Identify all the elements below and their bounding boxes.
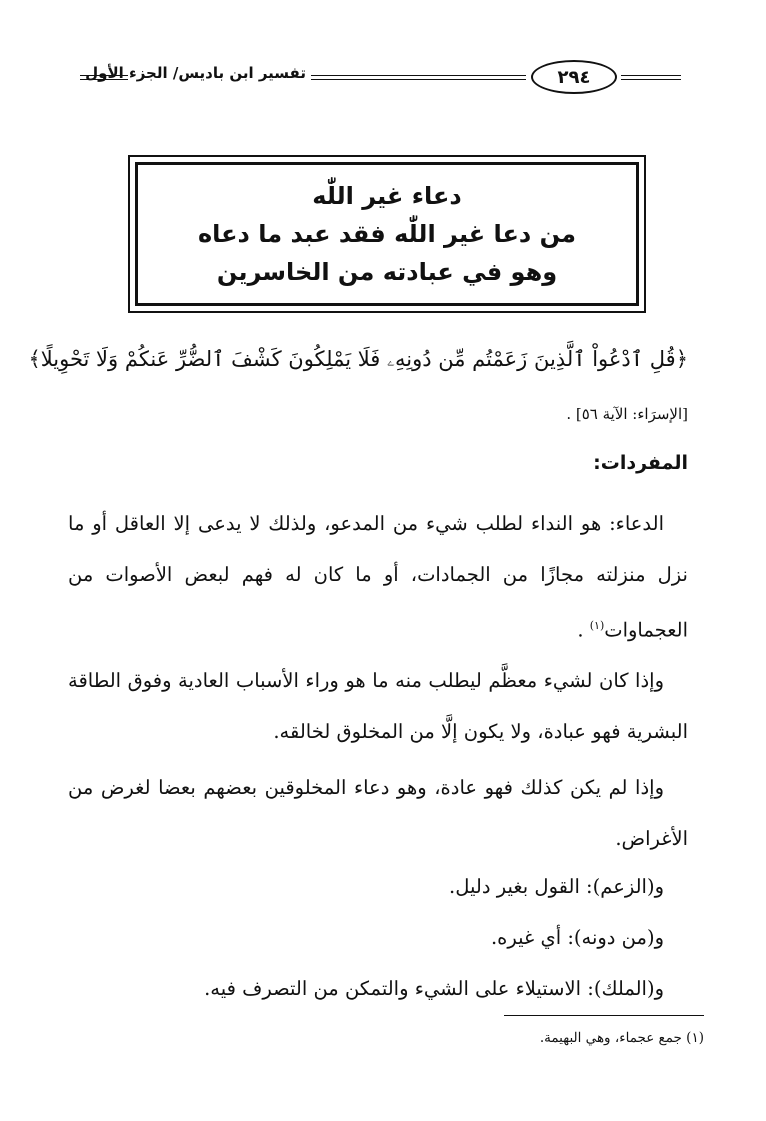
paragraph-text: الدعاء: هو النداء لطلب شيء من المدعو، ولذلك لا يدعى إلا العاقل أو ما نزل منزلته مجازًا من الجمادات، أو ما كان له فهم لبعض الأصوات من العجماوات bbox=[68, 512, 688, 642]
footnote-ref: (١) bbox=[589, 619, 605, 632]
footnote: (١) جمع عجماء، وهي البهيمة. bbox=[539, 1030, 704, 1046]
paragraph-text: وإذا كان لشيء معظَّم ليطلب منه ما هو وراء الأسباب العادية وفوق الطاقة البشرية فهو عبادة، ولا يكون إلَّا من المخلوق لخالقه. bbox=[68, 669, 688, 743]
quran-verse: ﴿قُلِ ٱدْعُواْ ٱلَّذِينَ زَعَمْتُم مِّن دُونِهِۦ فَلَا يَمْلِكُونَ كَشْفَ ٱلضُّرِّ عَنكُمْ وَلَا تَحْوِيلًا﴾ bbox=[28, 347, 688, 371]
chapter-title-inner-frame bbox=[135, 162, 639, 306]
chapter-subtitle-1: من دعا غير اللّٰه فقد عبد ما دعاه bbox=[197, 220, 577, 248]
paragraph-custom bbox=[68, 762, 688, 864]
definition-item bbox=[68, 861, 688, 912]
page-header bbox=[80, 58, 681, 94]
header-rule-right bbox=[621, 75, 681, 80]
page-number: ٢٩٤ bbox=[531, 60, 617, 94]
chapter-subtitle-2: وهو في عبادته من الخاسرين bbox=[216, 258, 558, 286]
definition-text: و(من دونه): أي غيره. bbox=[490, 926, 664, 949]
header-rule-middle bbox=[311, 75, 526, 80]
definitions-list bbox=[68, 861, 688, 1014]
paragraph-end: . bbox=[577, 618, 584, 642]
definition-item bbox=[68, 912, 688, 963]
definition-text: و(الزعم): القول بغير دليل. bbox=[449, 875, 664, 898]
paragraph-definition bbox=[68, 498, 688, 656]
paragraph-text: وإذا لم يكن كذلك فهو عادة، وهو دعاء المخلوقين بعضهم بعضا لغرض من الأغراض. bbox=[68, 776, 688, 850]
verse-citation: [الإسرَاء: الآية ٥٦] . bbox=[566, 405, 688, 423]
running-title: تفسير ابن باديس/ الجزء الأول bbox=[85, 64, 306, 82]
definition-item bbox=[68, 963, 688, 1014]
footnote-divider bbox=[504, 1015, 704, 1016]
header-rule-left bbox=[80, 75, 128, 80]
chapter-title: دعاء غير اللّٰه bbox=[312, 182, 462, 210]
definition-text: و(الملك): الاستيلاء على الشيء والتمكن من التصرف فيه. bbox=[204, 977, 664, 1000]
section-heading: المفردات: bbox=[593, 452, 688, 474]
paragraph-worship bbox=[68, 655, 688, 757]
chapter-title-box bbox=[128, 155, 646, 313]
